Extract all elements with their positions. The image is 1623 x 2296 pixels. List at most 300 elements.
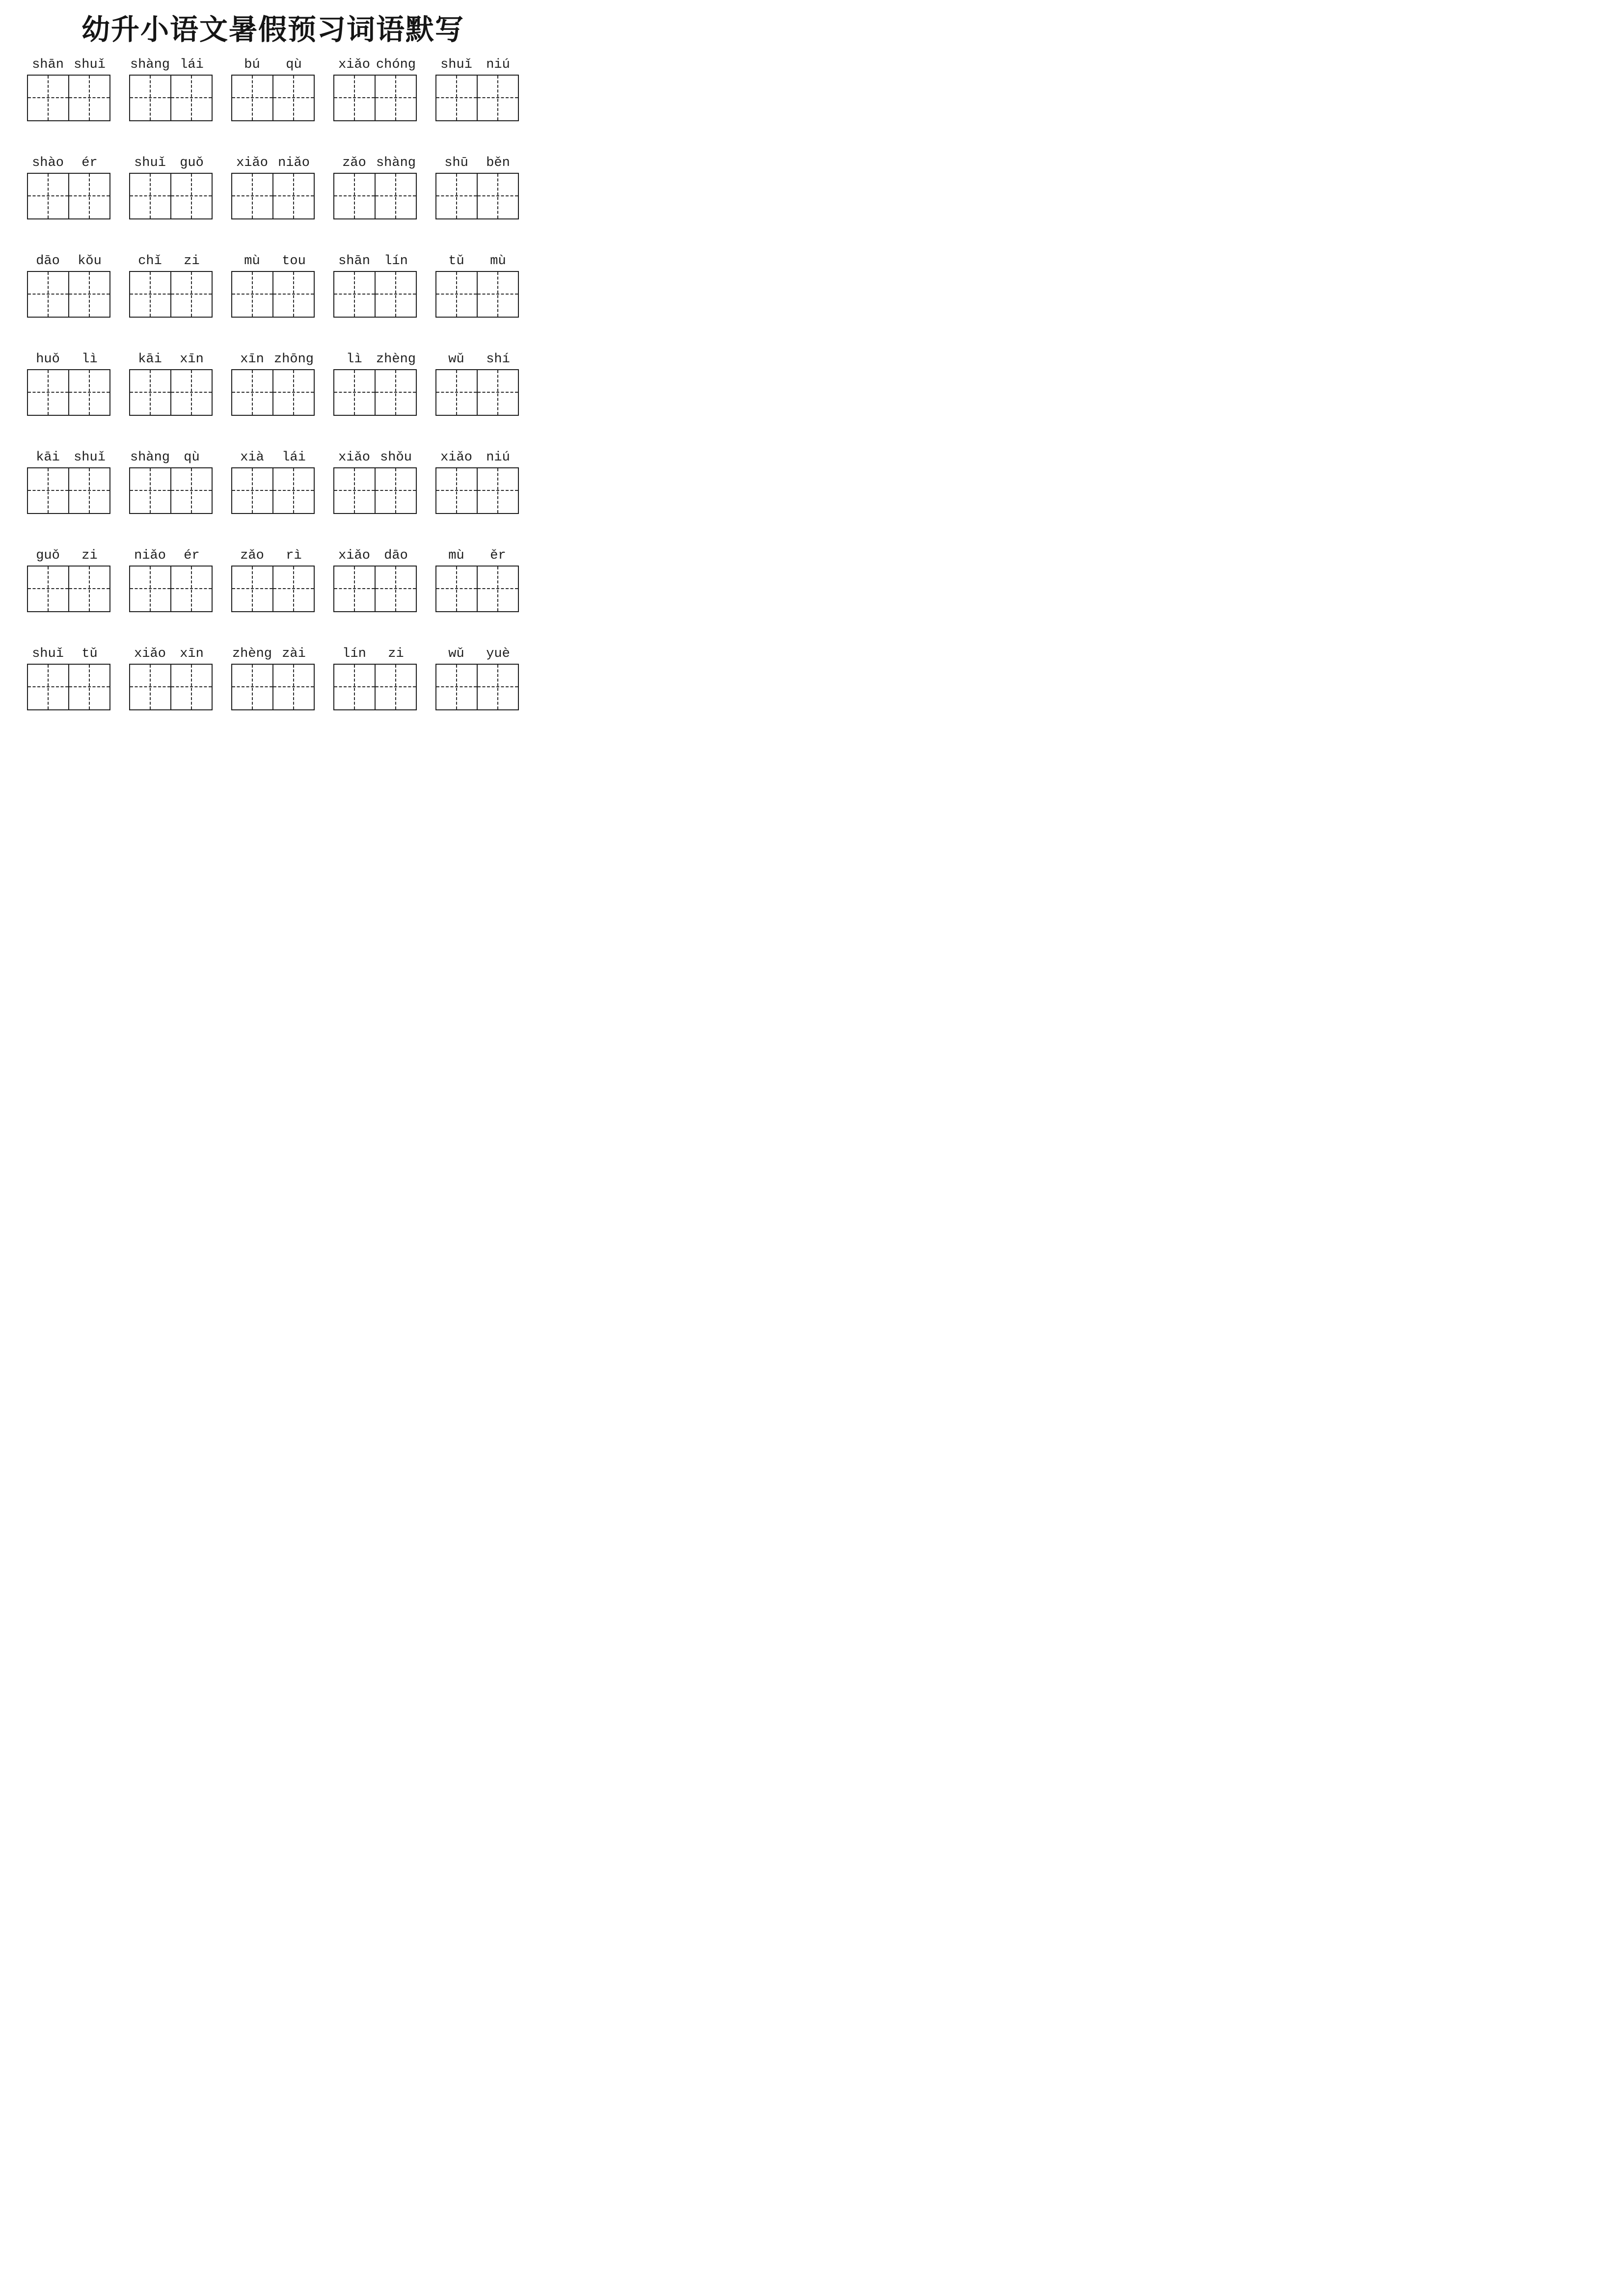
pinyin-syllable: zǎo [240, 548, 264, 563]
pinyin-syllable: guǒ [180, 155, 204, 170]
tianzige-writing-cell [375, 272, 416, 317]
tianzige-writing-cell [130, 468, 170, 513]
dashed-horizontal-guide [376, 294, 416, 295]
dashed-horizontal-guide [130, 490, 170, 491]
tianzige-writing-cell [375, 370, 416, 415]
pinyin-label [333, 547, 417, 565]
dashed-horizontal-guide [232, 588, 272, 589]
dashed-horizontal-guide [334, 392, 375, 393]
tianzige-writing-cell [272, 76, 314, 120]
writing-box [129, 566, 213, 612]
dashed-horizontal-guide [273, 490, 314, 491]
pinyin-syllable: mù [244, 253, 260, 269]
word-group [129, 547, 213, 612]
word-group [333, 252, 417, 318]
pinyin-syllable: xiǎo [338, 548, 370, 563]
word-group [435, 351, 519, 416]
dashed-horizontal-guide [376, 195, 416, 196]
tianzige-writing-cell [375, 76, 416, 120]
pinyin-syllable: bú [244, 57, 260, 72]
pinyin-label [129, 449, 213, 466]
tianzige-writing-cell [170, 665, 212, 709]
word-group [27, 252, 110, 318]
dashed-horizontal-guide [436, 294, 477, 295]
writing-box [231, 75, 315, 121]
tianzige-writing-cell [272, 174, 314, 218]
pinyin-label [435, 547, 519, 565]
pinyin-syllable: yuè [486, 646, 510, 661]
writing-box [333, 173, 417, 219]
pinyin-syllable: xīn [180, 351, 204, 367]
dashed-horizontal-guide [28, 392, 68, 393]
dashed-horizontal-guide [171, 294, 212, 295]
pinyin-label [27, 351, 110, 368]
tianzige-writing-cell [375, 567, 416, 611]
pinyin-syllable: shàng [376, 155, 416, 170]
writing-box [333, 664, 417, 710]
dashed-horizontal-guide [334, 588, 375, 589]
word-group [27, 56, 110, 121]
word-group [27, 547, 110, 612]
dashed-horizontal-guide [69, 97, 109, 98]
pinyin-syllable: qù [286, 57, 302, 72]
dashed-horizontal-guide [376, 588, 416, 589]
pinyin-label [435, 645, 519, 663]
tianzige-writing-cell [334, 76, 375, 120]
dashed-horizontal-guide [171, 686, 212, 687]
dashed-horizontal-guide [436, 588, 477, 589]
pinyin-label [27, 154, 110, 172]
tianzige-writing-cell [170, 174, 212, 218]
writing-box [333, 271, 417, 318]
tianzige-writing-cell [130, 370, 170, 415]
dashed-horizontal-guide [171, 392, 212, 393]
dashed-horizontal-guide [376, 97, 416, 98]
pinyin-syllable: chóng [376, 57, 416, 72]
pinyin-label [333, 449, 417, 466]
pinyin-label [435, 252, 519, 270]
dashed-horizontal-guide [436, 195, 477, 196]
tianzige-writing-cell [334, 272, 375, 317]
tianzige-writing-cell [477, 468, 518, 513]
dashed-horizontal-guide [273, 294, 314, 295]
pinyin-syllable: chǐ [138, 253, 162, 269]
writing-box [231, 664, 315, 710]
tianzige-writing-cell [232, 370, 272, 415]
pinyin-syllable: tǔ [81, 646, 98, 661]
writing-box [435, 271, 519, 318]
pinyin-label [129, 154, 213, 172]
word-row [27, 351, 519, 416]
tianzige-writing-cell [28, 468, 68, 513]
dashed-horizontal-guide [232, 490, 272, 491]
pinyin-label [231, 252, 315, 270]
word-row [27, 154, 519, 219]
dashed-horizontal-guide [334, 97, 375, 98]
pinyin-label [27, 56, 110, 74]
word-group [333, 645, 417, 710]
pinyin-syllable: xīn [180, 646, 204, 661]
dashed-horizontal-guide [171, 490, 212, 491]
pinyin-syllable: xià [240, 450, 264, 465]
word-group [27, 645, 110, 710]
dashed-horizontal-guide [171, 97, 212, 98]
dashed-horizontal-guide [69, 294, 109, 295]
tianzige-writing-cell [436, 76, 477, 120]
pinyin-syllable: huǒ [36, 351, 60, 367]
dashed-horizontal-guide [28, 588, 68, 589]
pinyin-syllable: wǔ [448, 351, 464, 367]
dashed-horizontal-guide [130, 294, 170, 295]
word-group [435, 154, 519, 219]
dashed-horizontal-guide [478, 490, 518, 491]
word-group [231, 154, 315, 219]
pinyin-syllable: lín [342, 646, 366, 661]
dashed-horizontal-guide [130, 686, 170, 687]
dashed-horizontal-guide [130, 392, 170, 393]
pinyin-syllable: xiǎo [338, 57, 370, 72]
writing-box [129, 467, 213, 514]
tianzige-writing-cell [130, 174, 170, 218]
tianzige-writing-cell [334, 370, 375, 415]
pinyin-syllable: shuǐ [440, 57, 472, 72]
tianzige-writing-cell [68, 174, 109, 218]
pinyin-syllable: lái [282, 450, 306, 465]
word-group [27, 351, 110, 416]
dashed-horizontal-guide [232, 294, 272, 295]
tianzige-writing-cell [272, 272, 314, 317]
dashed-horizontal-guide [69, 195, 109, 196]
dashed-horizontal-guide [69, 686, 109, 687]
word-group [231, 645, 315, 710]
word-row [27, 449, 519, 514]
tianzige-writing-cell [28, 567, 68, 611]
tianzige-writing-cell [68, 76, 109, 120]
writing-box [231, 369, 315, 416]
dashed-horizontal-guide [273, 588, 314, 589]
tianzige-writing-cell [232, 468, 272, 513]
pinyin-syllable: zi [388, 646, 404, 661]
writing-box [333, 566, 417, 612]
word-group [231, 449, 315, 514]
dashed-horizontal-guide [334, 195, 375, 196]
writing-box [435, 173, 519, 219]
writing-box [129, 173, 213, 219]
tianzige-writing-cell [375, 468, 416, 513]
word-group [333, 351, 417, 416]
worksheet-page [0, 0, 541, 765]
word-group [435, 252, 519, 318]
word-group [333, 449, 417, 514]
pinyin-syllable: tǔ [448, 253, 464, 269]
tianzige-writing-cell [477, 567, 518, 611]
tianzige-writing-cell [436, 370, 477, 415]
word-group [333, 154, 417, 219]
pinyin-label [333, 56, 417, 74]
dashed-horizontal-guide [28, 490, 68, 491]
pinyin-syllable: zhōng [273, 351, 314, 367]
pinyin-syllable: zhèng [376, 351, 416, 367]
tianzige-writing-cell [130, 76, 170, 120]
dashed-horizontal-guide [478, 195, 518, 196]
writing-box [129, 369, 213, 416]
pinyin-syllable: kǒu [78, 253, 102, 269]
dashed-horizontal-guide [334, 686, 375, 687]
pinyin-syllable: niǎo [278, 155, 310, 170]
pinyin-label [231, 547, 315, 565]
pinyin-syllable: dāo [36, 253, 60, 269]
pinyin-syllable: dāo [384, 548, 408, 563]
tianzige-writing-cell [68, 665, 109, 709]
pinyin-label [27, 547, 110, 565]
pinyin-label [129, 547, 213, 565]
writing-box [27, 369, 110, 416]
dashed-horizontal-guide [478, 686, 518, 687]
writing-box [27, 75, 110, 121]
dashed-horizontal-guide [273, 392, 314, 393]
dashed-horizontal-guide [232, 392, 272, 393]
tianzige-writing-cell [68, 272, 109, 317]
tianzige-writing-cell [28, 174, 68, 218]
dashed-horizontal-guide [130, 97, 170, 98]
writing-box [27, 271, 110, 318]
pinyin-label [129, 645, 213, 663]
pinyin-syllable: zǎo [342, 155, 366, 170]
writing-box [231, 467, 315, 514]
tianzige-writing-cell [477, 272, 518, 317]
pinyin-syllable: shān [338, 253, 370, 269]
tianzige-writing-cell [170, 76, 212, 120]
tianzige-writing-cell [334, 665, 375, 709]
pinyin-syllable: xiǎo [440, 450, 472, 465]
tianzige-writing-cell [170, 567, 212, 611]
writing-box [27, 566, 110, 612]
dashed-horizontal-guide [436, 686, 477, 687]
tianzige-writing-cell [130, 567, 170, 611]
pinyin-label [129, 252, 213, 270]
dashed-horizontal-guide [273, 686, 314, 687]
word-group [231, 56, 315, 121]
word-group [27, 449, 110, 514]
pinyin-syllable: shí [486, 351, 510, 367]
tianzige-writing-cell [436, 665, 477, 709]
dashed-horizontal-guide [28, 294, 68, 295]
word-group [231, 547, 315, 612]
dashed-horizontal-guide [130, 588, 170, 589]
pinyin-syllable: mù [490, 253, 506, 269]
tianzige-writing-cell [170, 468, 212, 513]
tianzige-writing-cell [232, 272, 272, 317]
pinyin-syllable: niú [486, 57, 510, 72]
word-row [27, 56, 519, 121]
writing-box [333, 75, 417, 121]
tianzige-writing-cell [334, 567, 375, 611]
tianzige-writing-cell [334, 174, 375, 218]
dashed-horizontal-guide [28, 97, 68, 98]
pinyin-syllable: shào [32, 155, 64, 170]
pinyin-syllable: zi [184, 253, 200, 269]
tianzige-writing-cell [68, 370, 109, 415]
dashed-horizontal-guide [69, 588, 109, 589]
pinyin-syllable: xīn [240, 351, 264, 367]
tianzige-writing-cell [170, 370, 212, 415]
word-group [129, 351, 213, 416]
pinyin-syllable: shuǐ [74, 450, 106, 465]
word-group [27, 154, 110, 219]
tianzige-writing-cell [436, 468, 477, 513]
dashed-horizontal-guide [478, 588, 518, 589]
tianzige-writing-cell [130, 665, 170, 709]
writing-box [129, 271, 213, 318]
pinyin-syllable: zi [81, 548, 98, 563]
tianzige-writing-cell [334, 468, 375, 513]
pinyin-syllable: shàng [130, 57, 170, 72]
pinyin-syllable: shuǐ [32, 646, 64, 661]
word-row [27, 547, 519, 612]
dashed-horizontal-guide [273, 97, 314, 98]
pinyin-label [231, 154, 315, 172]
pinyin-syllable: kāi [138, 351, 162, 367]
word-rows [27, 56, 519, 710]
pinyin-label [333, 351, 417, 368]
page-title: 幼升小语文暑假预习词语默写 [81, 14, 464, 46]
pinyin-label [231, 449, 315, 466]
pinyin-syllable: lì [81, 351, 98, 367]
word-group [435, 547, 519, 612]
writing-box [435, 369, 519, 416]
dashed-horizontal-guide [232, 195, 272, 196]
pinyin-syllable: kāi [36, 450, 60, 465]
tianzige-writing-cell [28, 272, 68, 317]
word-group [333, 547, 417, 612]
pinyin-syllable: ěr [490, 548, 506, 563]
tianzige-writing-cell [68, 567, 109, 611]
pinyin-syllable: shuǐ [134, 155, 166, 170]
writing-box [129, 75, 213, 121]
tianzige-writing-cell [477, 370, 518, 415]
tianzige-writing-cell [232, 665, 272, 709]
pinyin-syllable: shū [444, 155, 468, 170]
tianzige-writing-cell [28, 665, 68, 709]
dashed-horizontal-guide [69, 392, 109, 393]
writing-box [435, 75, 519, 121]
writing-box [333, 467, 417, 514]
pinyin-syllable: lì [346, 351, 362, 367]
writing-box [231, 271, 315, 318]
pinyin-label [129, 351, 213, 368]
pinyin-syllable: guǒ [36, 548, 60, 563]
dashed-horizontal-guide [334, 294, 375, 295]
pinyin-syllable: ér [81, 155, 98, 170]
pinyin-syllable: xiǎo [236, 155, 268, 170]
dashed-horizontal-guide [376, 686, 416, 687]
tianzige-writing-cell [232, 76, 272, 120]
pinyin-syllable: ér [184, 548, 200, 563]
word-group [435, 645, 519, 710]
pinyin-syllable: xiǎo [134, 646, 166, 661]
word-group [129, 252, 213, 318]
pinyin-syllable: niǎo [134, 548, 166, 563]
tianzige-writing-cell [272, 665, 314, 709]
pinyin-label [27, 645, 110, 663]
dashed-horizontal-guide [130, 195, 170, 196]
pinyin-label [231, 351, 315, 368]
pinyin-label [27, 252, 110, 270]
writing-box [27, 173, 110, 219]
dashed-horizontal-guide [376, 392, 416, 393]
pinyin-label [231, 645, 315, 663]
word-group [129, 449, 213, 514]
pinyin-label [333, 252, 417, 270]
dashed-horizontal-guide [478, 294, 518, 295]
tianzige-writing-cell [232, 174, 272, 218]
word-group [435, 56, 519, 121]
dashed-horizontal-guide [436, 392, 477, 393]
tianzige-writing-cell [477, 174, 518, 218]
writing-box [231, 173, 315, 219]
word-group [333, 56, 417, 121]
writing-box [435, 566, 519, 612]
pinyin-syllable: shān [32, 57, 64, 72]
writing-box [27, 664, 110, 710]
dashed-horizontal-guide [232, 97, 272, 98]
dashed-horizontal-guide [69, 490, 109, 491]
tianzige-writing-cell [272, 468, 314, 513]
pinyin-syllable: běn [486, 155, 510, 170]
word-group [129, 56, 213, 121]
pinyin-syllable: niú [486, 450, 510, 465]
pinyin-syllable: shuǐ [74, 57, 106, 72]
pinyin-label [129, 56, 213, 74]
word-group [231, 351, 315, 416]
pinyin-label [333, 645, 417, 663]
writing-box [27, 467, 110, 514]
pinyin-syllable: xiǎo [338, 450, 370, 465]
pinyin-syllable: lín [384, 253, 408, 269]
dashed-horizontal-guide [28, 686, 68, 687]
writing-box [435, 664, 519, 710]
writing-box [435, 467, 519, 514]
pinyin-label [435, 449, 519, 466]
dashed-horizontal-guide [232, 686, 272, 687]
tianzige-writing-cell [436, 272, 477, 317]
word-group [231, 252, 315, 318]
tianzige-writing-cell [375, 665, 416, 709]
word-row [27, 252, 519, 318]
dashed-horizontal-guide [436, 490, 477, 491]
word-group [129, 645, 213, 710]
tianzige-writing-cell [272, 370, 314, 415]
word-row [27, 645, 519, 710]
word-group [129, 154, 213, 219]
writing-box [231, 566, 315, 612]
dashed-horizontal-guide [28, 195, 68, 196]
pinyin-syllable: lái [180, 57, 204, 72]
tianzige-writing-cell [232, 567, 272, 611]
dashed-horizontal-guide [478, 392, 518, 393]
pinyin-label [333, 154, 417, 172]
pinyin-label [231, 56, 315, 74]
pinyin-syllable: mù [448, 548, 464, 563]
tianzige-writing-cell [170, 272, 212, 317]
dashed-horizontal-guide [273, 195, 314, 196]
dashed-horizontal-guide [171, 588, 212, 589]
tianzige-writing-cell [272, 567, 314, 611]
tianzige-writing-cell [477, 76, 518, 120]
dashed-horizontal-guide [171, 195, 212, 196]
pinyin-label [435, 154, 519, 172]
pinyin-syllable: zài [282, 646, 306, 661]
